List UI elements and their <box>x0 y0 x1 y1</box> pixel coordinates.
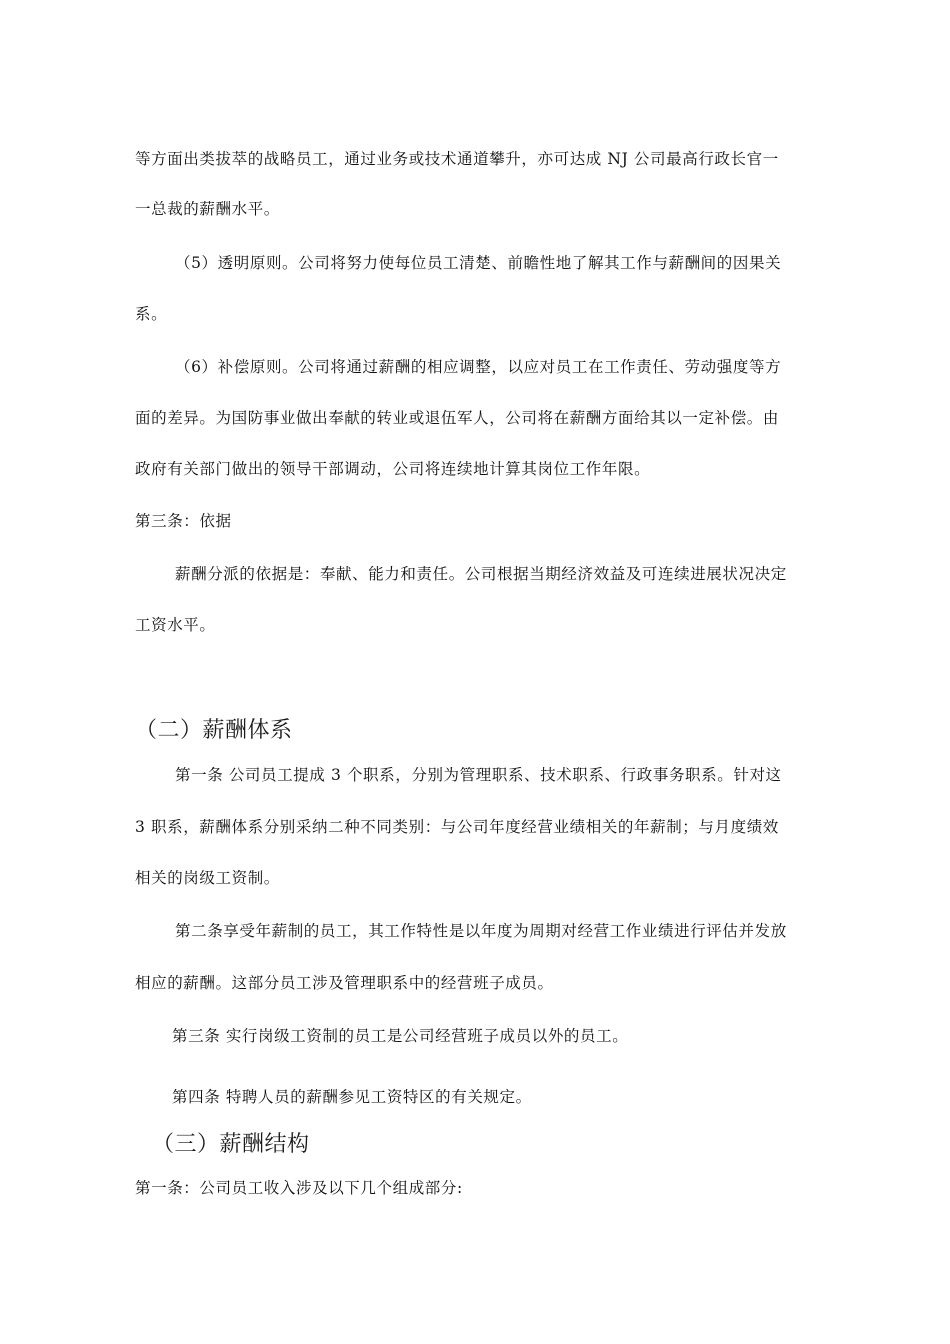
section-heading-salary-system: （二）薪酬体系 <box>135 718 293 743</box>
paragraph-line: （5）透明原则。公司将努力使每位员工清楚、前瞻性地了解其工作与薪酬间的因果关 <box>175 254 782 272</box>
paragraph-line: 系。 <box>135 305 168 323</box>
paragraph-line: 薪酬分派的依据是：奉献、能力和责任。公司根据当期经济效益及可连续进展状况决定 <box>175 565 787 583</box>
paragraph-line: 等方面出类拔萃的战略员工，通过业务或技术通道攀升，亦可达成 NJ 公司最高行政长官一 <box>135 150 779 168</box>
paragraph-line: 第三条 实行岗级工资制的员工是公司经营班子成员以外的员工。 <box>172 1027 629 1045</box>
paragraph-line: 第二条享受年薪制的员工，其工作特性是以年度为周期对经营工作业绩进行评估并发放 <box>175 922 787 940</box>
paragraph-line: 相关的岗级工资制。 <box>135 869 280 887</box>
article-heading: 第三条：依据 <box>135 512 232 530</box>
paragraph-line: 相应的薪酬。这部分员工涉及管理职系中的经营班子成员。 <box>135 974 554 992</box>
paragraph-line: 政府有关部门做出的领导干部调动，公司将连续地计算其岗位工作年限。 <box>135 460 651 478</box>
paragraph-line: （6）补偿原则。公司将通过薪酬的相应调整，以应对员工在工作责任、劳动强度等方 <box>175 358 782 376</box>
paragraph-line: 面的差异。为国防事业做出奉献的转业或退伍军人，公司将在薪酬方面给其以一定补偿。由 <box>135 409 780 427</box>
paragraph-line: 第一条：公司员工收入涉及以下几个组成部分: <box>135 1179 463 1197</box>
paragraph-line: 第四条 特聘人员的薪酬参见工资特区的有关规定。 <box>172 1088 532 1106</box>
paragraph-line: 一总裁的薪酬水平。 <box>135 200 280 218</box>
paragraph-line: 3 职系，薪酬体系分别采纳二种不同类别：与公司年度经营业绩相关的年薪制；与月度绩效 <box>135 818 779 836</box>
paragraph-line: 工资水平。 <box>135 616 216 634</box>
paragraph-line: 第一条 公司员工提成 3 个职系，分别为管理职系、技术职系、行政事务职系。针对这 <box>175 766 782 784</box>
section-heading-salary-structure: （三）薪酬结构 <box>152 1132 310 1157</box>
